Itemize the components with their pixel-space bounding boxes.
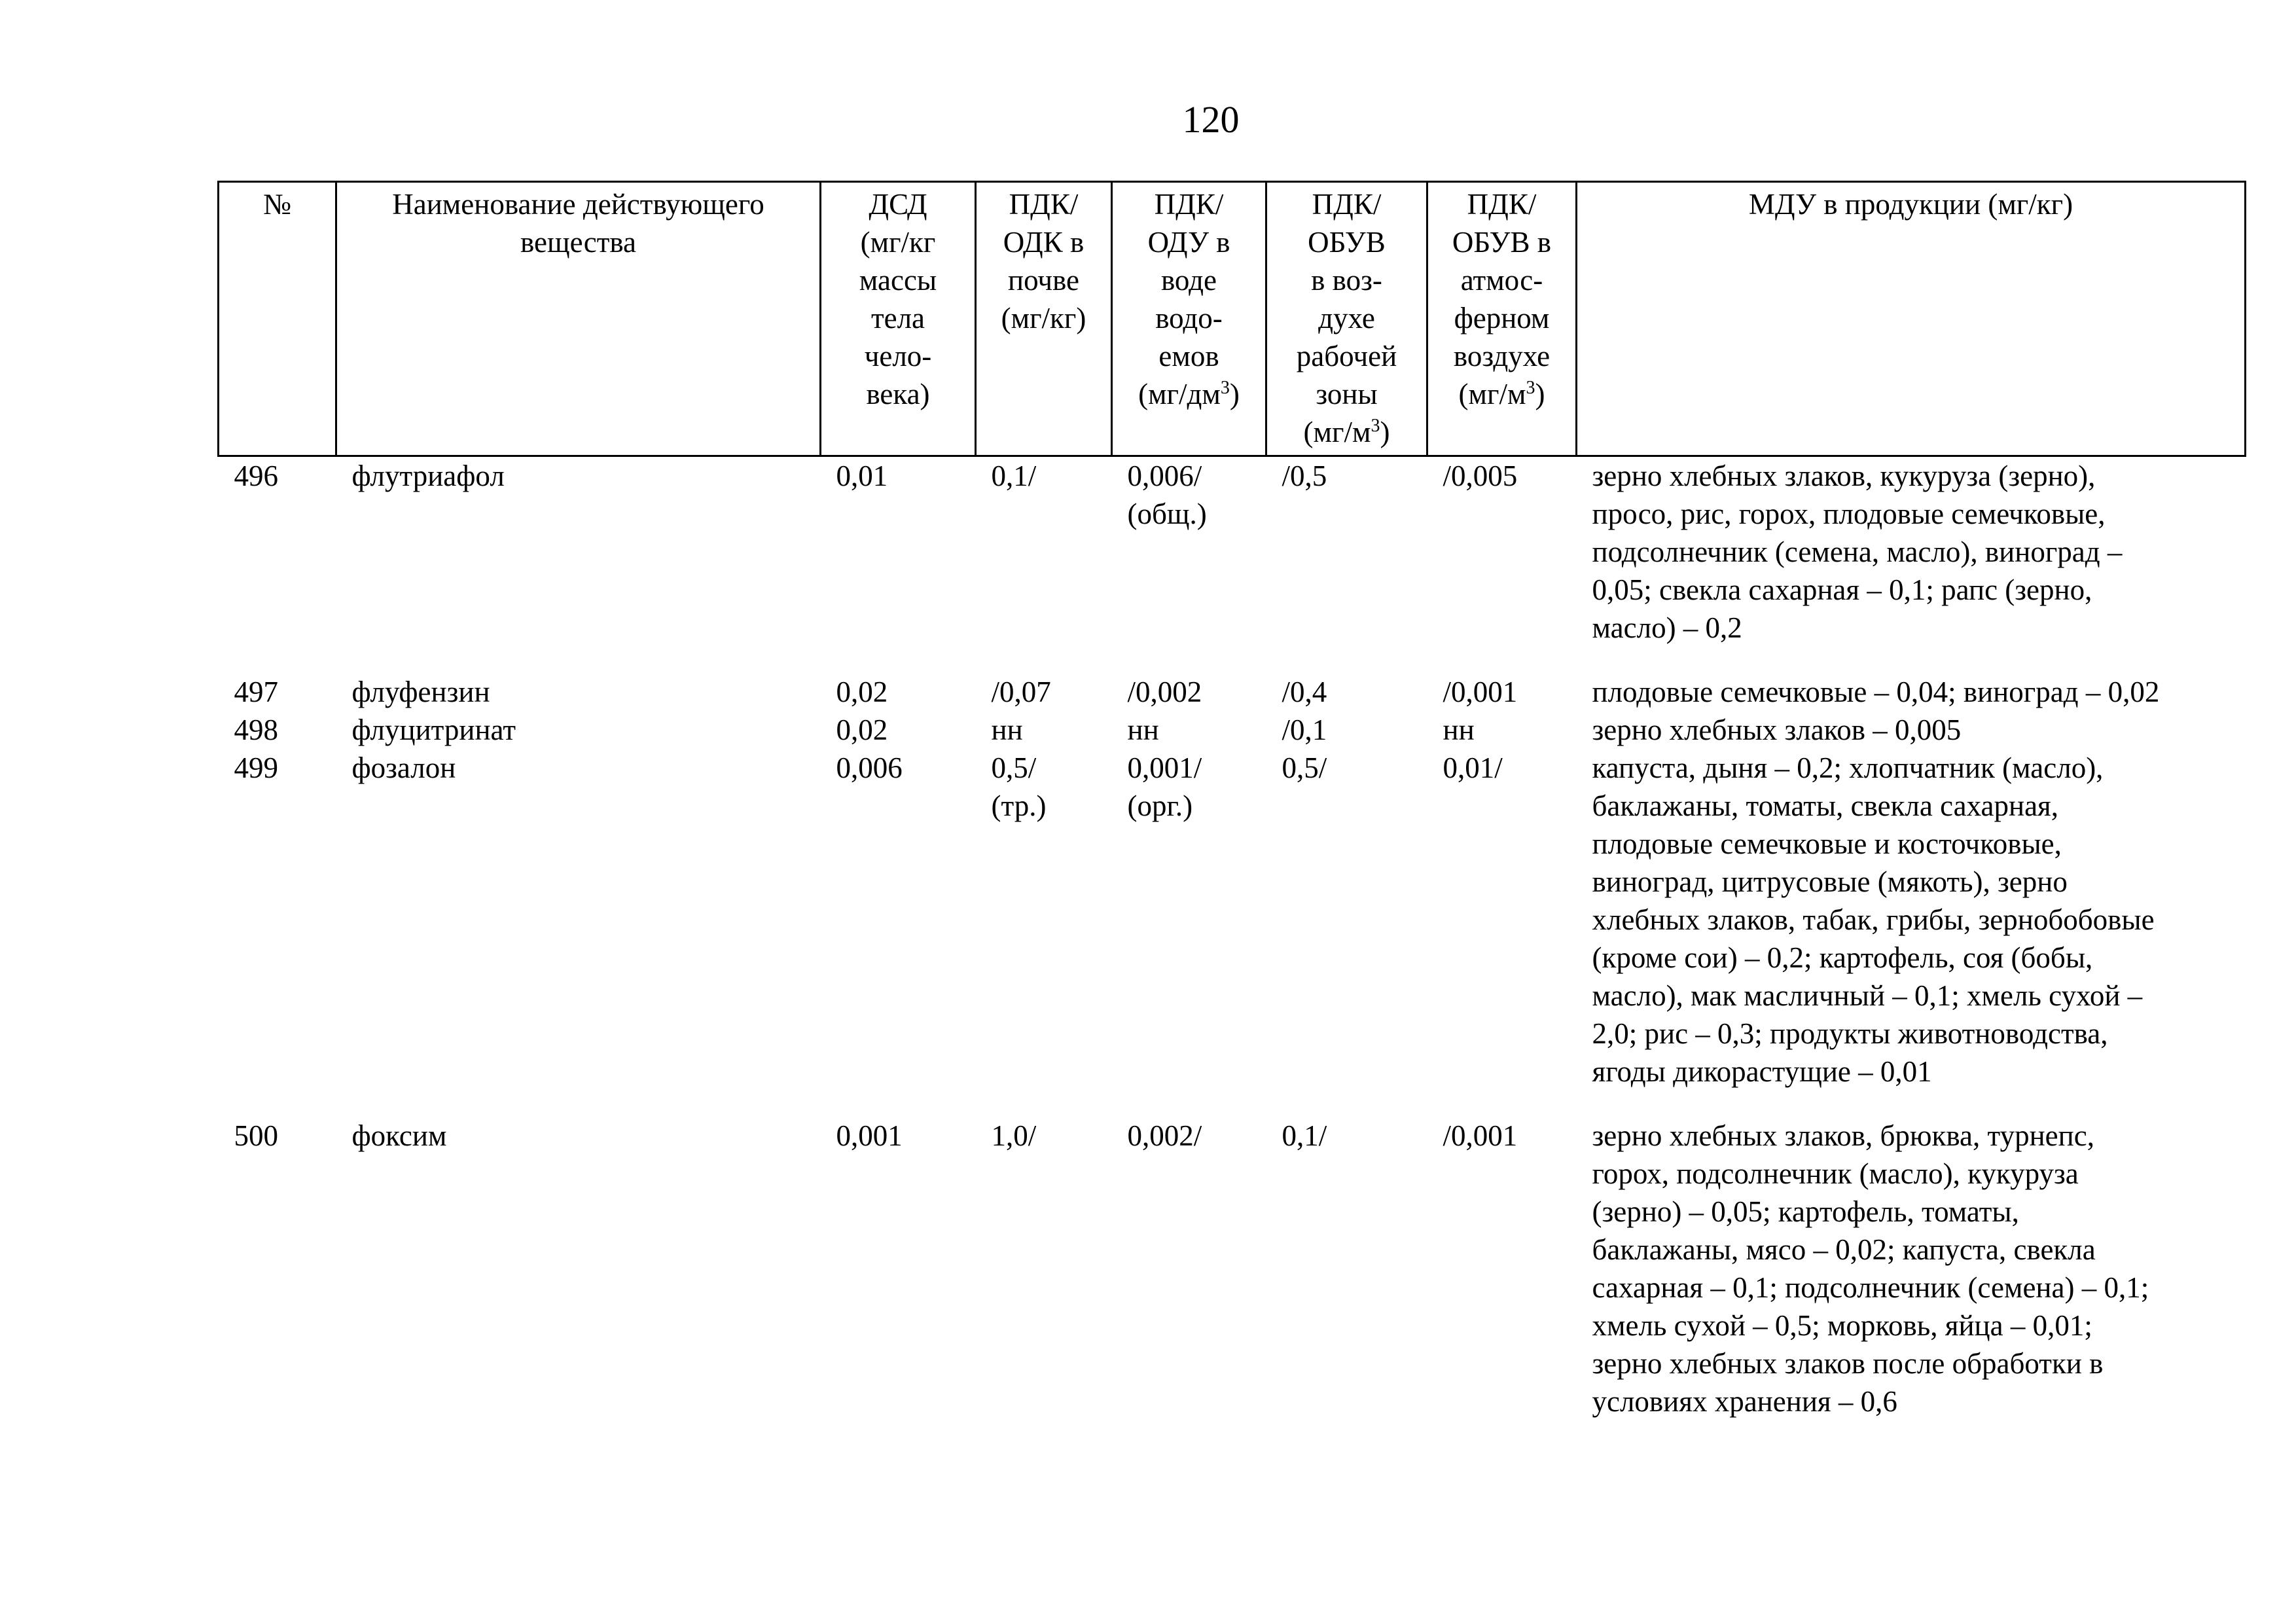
header-name [336,182,821,456]
cell-line: 1,0/ [991,1119,1037,1152]
cell-line: капуста, дыня – 0,2; хлопчатник (масло), [1592,751,2104,784]
cell-line: ягоды дикорастущие – 0,01 [1592,1055,1932,1088]
cell-line: ОДК в [1003,226,1085,259]
row-pdk-work: /0,1 [1282,713,1327,746]
row-name: флуфензин [351,676,490,708]
header-pdk-water: ПДК/ ОДУ в воде водо- емов $(мг/дм^3)$ [1112,182,1266,456]
cell-line: ОБУВ [1308,226,1386,259]
cell-line: ОДУ в [1147,226,1230,259]
row-pdk-work: /0,4 [1282,676,1327,708]
cell-line: баклажаны, томаты, свекла сахарная, [1592,789,2058,822]
row-pdk-work: 0,1/ [1282,1119,1327,1152]
table-row [219,711,2246,749]
cell-line: (общ.) [1127,497,1207,530]
cell-line: 0,05; свекла сахарная – 0,1; рапс (зерно, [1592,573,2092,606]
cell-line: атмос- [1460,264,1543,297]
row-dsd: 0,001 [836,1119,903,1152]
row-mdu [1577,456,2246,674]
row-pdk-soil [976,456,1112,674]
row-pdk-water [1112,1117,1266,1447]
row-pdk-air: нн [1443,713,1475,746]
row-mdu [1577,1117,2246,1447]
cell-line: нн [991,713,1023,746]
cell-line: плодовые семечковые – 0,04; виноград – 0,02 [1592,676,2160,708]
cell-line: баклажаны, мясо – 0,02; капуста, свекла [1592,1233,2096,1266]
cell-line: воздухе [1453,340,1551,372]
row-pdk-water [1112,711,1266,749]
row-pdk-air: 0,01/ [1443,751,1503,784]
cell-line: /0,07 [991,676,1051,708]
row-num: 496 [234,460,278,492]
row-pdk-soil [976,749,1112,1117]
row-dsd: 0,02 [836,713,888,746]
cell-line: в воз- [1311,264,1382,297]
header-dsd [821,182,976,456]
row-pdk-work: /0,5 [1282,460,1327,492]
row-mdu [1577,749,2246,1117]
cell-line: 0,002/ [1127,1119,1202,1152]
cell-line: просо, рис, горох, плодовые семечковые, [1592,497,2106,530]
cell-line: плодовые семечковые и косточковые, [1592,827,2062,860]
table-row [219,673,2246,711]
row-dsd: 0,02 [836,676,888,708]
row-pdk-air: /0,001 [1443,676,1518,708]
cell-line: чело- [864,340,932,372]
cell-line: зерно хлебных злаков – 0,005 [1592,713,1962,746]
cell-line: ПДК/ [1312,188,1382,221]
page-number: 120 [1182,98,1240,141]
row-pdk-soil [976,673,1112,711]
header-mdu: МДУ в продукции (мг/кг) [1577,182,2246,456]
row-pdk-work: 0,5/ [1282,751,1327,784]
table-header-row [219,182,2246,456]
cell-line: почве [1007,264,1079,297]
cell-line: ПДК/ [1154,188,1224,221]
cell-line: ферном [1454,302,1550,334]
table-row [219,456,2246,674]
cell-line: водо- [1155,302,1223,334]
cell-line: хмель сухой – 0,5; морковь, яйца – 0,01; [1592,1309,2092,1342]
cell-line: условиях хранения – 0,6 [1592,1385,1897,1418]
row-dsd: 0,006 [836,751,903,784]
cell-line: (мг/кг [860,226,936,259]
row-mdu [1577,673,2246,711]
header-pdk-work: ПДК/ ОБУВ в воз- духе рабочей зоны $(мг/м^3)$ [1266,182,1427,456]
cell-line: нн [1127,713,1159,746]
row-pdk-water [1112,456,1266,674]
row-num: 500 [234,1119,278,1152]
cell-line: /0,002 [1127,676,1202,708]
row-num: 498 [234,713,278,746]
row-num: 499 [234,751,278,784]
cell-line: духе [1318,302,1375,334]
row-pdk-water [1112,673,1266,711]
row-name: флуцитринат [351,713,516,746]
pesticide-table [217,181,2246,1447]
cell-line: зерно хлебных злаков после обработки в [1592,1347,2104,1380]
cell-line: 0,001/ [1127,751,1202,784]
cell-line: Наименование действующего [392,188,764,221]
table-row [219,749,2246,1117]
cell-line: века) [866,378,930,410]
cell-line: 0,006/ [1127,460,1202,492]
cell-line: сахарная – 0,1; подсолнечник (семена) – 0,1; [1592,1271,2149,1304]
cell-line: ПДК/ [1009,188,1079,221]
cell-line: зерно хлебных злаков, брюква, турнепс, [1592,1119,2094,1152]
row-pdk-air: /0,005 [1443,460,1518,492]
cell-line: (тр.) [991,789,1047,822]
cell-line: массы [859,264,937,297]
cell-line: емов [1158,340,1219,372]
cell-line: ДСД [869,188,927,221]
cell-line: 0,1/ [991,460,1037,492]
cell-line: масло), мак масличный – 0,1; хмель сухой – [1592,979,2143,1012]
header-num: № [219,182,336,456]
cell-line: масло) – 0,2 [1592,611,1742,644]
row-num: 497 [234,676,278,708]
table-row [219,1117,2246,1447]
cell-line: 2,0; рис – 0,3; продукты животноводства, [1592,1017,2108,1050]
cell-line: зоны [1316,378,1378,410]
cell-line: (мг/кг) [1001,302,1086,334]
row-name: фоксим [351,1119,447,1152]
row-pdk-air: /0,001 [1443,1119,1518,1152]
header-pdk-air: ПДК/ ОБУВ в атмос- ферном воздухе $(мг/м^3)$ [1427,182,1577,456]
row-dsd: 0,01 [836,460,888,492]
cell-line: (зерно) – 0,05; картофель, томаты, [1592,1195,2019,1228]
cell-line: воде [1160,264,1217,297]
cell-line: зерно хлебных злаков, кукуруза (зерно), [1592,460,2096,492]
row-pdk-soil [976,1117,1112,1447]
cell-line: ПДК/ [1467,188,1537,221]
row-pdk-soil [976,711,1112,749]
cell-line: (орг.) [1127,789,1193,822]
cell-line: (кроме сои) – 0,2; картофель, соя (бобы, [1592,941,2093,974]
header-pdk-soil [976,182,1112,456]
row-pdk-water [1112,749,1266,1117]
cell-line: подсолнечник (семена, масло), виноград – [1592,535,2123,568]
cell-line: ОБУВ в [1452,226,1552,259]
cell-line: горох, подсолнечник (масло), кукуруза [1592,1157,2079,1190]
cell-line: рабочей [1296,340,1397,372]
row-mdu [1577,711,2246,749]
cell-line: хлебных злаков, табак, грибы, зернобобовые [1592,903,2155,936]
row-name: флутриафол [351,460,505,492]
cell-line: вещества [520,226,636,259]
cell-line: тела [870,302,925,334]
cell-line: виноград, цитрусовые (мякоть), зерно [1592,865,2068,898]
row-name: фозалон [351,751,456,784]
cell-line: 0,5/ [991,751,1037,784]
